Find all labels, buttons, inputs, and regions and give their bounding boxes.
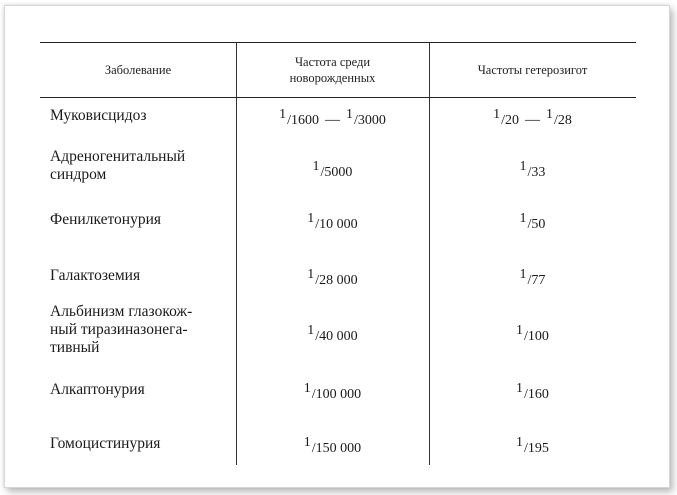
disease-name: Фенилкетонурия (50, 211, 162, 228)
newborn-frequency (236, 435, 429, 457)
fraction-numerator: 1 (516, 381, 524, 396)
newborn-frequency (236, 267, 429, 289)
newborn-frequency (236, 323, 429, 345)
heterozygote-frequency (429, 381, 636, 403)
fraction-denominator: /28 (554, 113, 572, 128)
fraction-denominator: /40 000 (315, 329, 358, 344)
fraction-denominator: /150 000 (311, 441, 362, 456)
table-header (40, 43, 636, 98)
frequency-table (40, 42, 636, 465)
heterozygote-frequency (429, 107, 636, 129)
fraction-numerator: 1 (312, 159, 320, 174)
document-frame (4, 5, 670, 488)
fraction-numerator: 1 (307, 267, 315, 282)
fraction-denominator: /77 (527, 273, 546, 288)
range-dash: — (525, 112, 540, 128)
fraction-denominator: /1600 (287, 113, 319, 128)
header-disease: Заболевание (104, 63, 172, 77)
fraction-denominator: /100 000 (311, 387, 362, 402)
heterozygote-frequency (429, 159, 636, 181)
fraction-numerator: 1 (546, 107, 553, 122)
disease-name: Гомоцистинурия (50, 435, 161, 452)
newborn-frequency (236, 211, 429, 233)
fraction-denominator: /28 000 (315, 273, 358, 288)
disease-name: Альбинизм глазокож- ный тиразиназонега- тивный (50, 303, 193, 356)
fraction-numerator: 1 (519, 159, 527, 174)
fraction-denominator: /50 (527, 217, 546, 232)
header-newborn-frequency: Частота среди новорожденных (289, 55, 376, 85)
fraction-numerator: 1 (516, 435, 524, 450)
fraction-numerator: 1 (519, 267, 527, 282)
heterozygote-frequency (429, 267, 636, 289)
fraction-denominator: /195 (524, 441, 549, 456)
heterozygote-frequency (429, 211, 636, 233)
newborn-frequency (236, 381, 429, 403)
fraction-denominator: /100 (524, 329, 549, 344)
disease-name: Муковисцидоз (50, 107, 147, 124)
fraction-numerator: 1 (303, 435, 311, 450)
newborn-frequency (236, 107, 429, 129)
fraction-denominator: /10 000 (315, 217, 358, 232)
fraction-denominator: /3000 (354, 113, 386, 128)
fraction-numerator: 1 (307, 211, 315, 226)
header-heterozygote-frequency: Частоты гетерозигот (477, 63, 588, 77)
newborn-frequency (236, 159, 429, 181)
fraction-numerator: 1 (303, 381, 311, 396)
fraction-denominator: /5000 (320, 165, 353, 180)
fraction-numerator: 1 (519, 211, 527, 226)
fraction-numerator: 1 (279, 107, 287, 122)
heterozygote-frequency (429, 323, 636, 345)
disease-name: Адреногенитальный синдром (50, 148, 186, 183)
range-dash: — (325, 112, 340, 128)
fraction-denominator: /33 (527, 165, 546, 180)
heterozygote-frequency (429, 435, 636, 457)
fraction-denominator: /20 (501, 113, 519, 128)
fraction-numerator: 1 (346, 107, 353, 122)
disease-name: Галактоземия (50, 267, 141, 284)
fraction-denominator: /160 (524, 387, 549, 402)
fraction-numerator: 1 (493, 107, 501, 122)
fraction-numerator: 1 (516, 323, 524, 338)
fraction-numerator: 1 (307, 323, 315, 338)
disease-name: Алкаптонурия (50, 381, 145, 398)
